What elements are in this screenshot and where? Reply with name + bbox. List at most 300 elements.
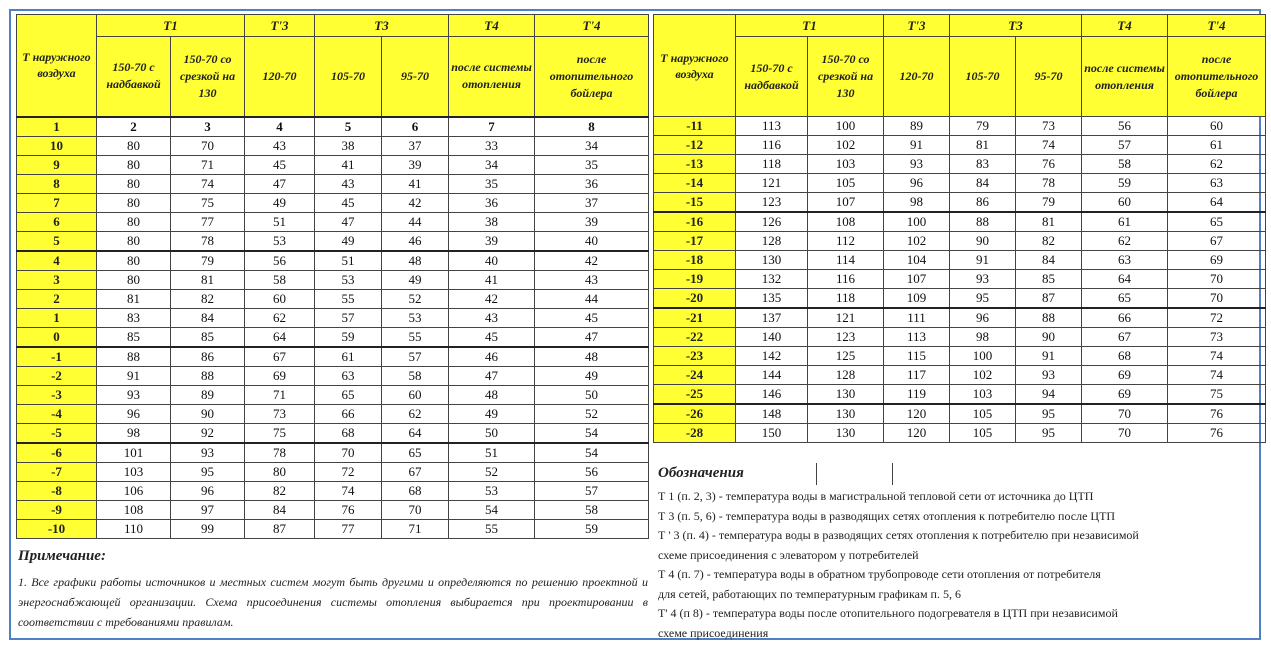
table-cell: 93 [97,385,171,404]
table-cell: 48 [535,347,649,367]
outdoor-temp-cell: 3 [17,270,97,289]
legend-line: для сетей, работающих по температурным графикам п. 5, 6 [658,586,961,601]
table-cell: 39 [382,155,449,174]
table-cell: 57 [535,481,649,500]
table-cell: 93 [950,270,1016,289]
header-t4prime: Т'4 [535,15,649,37]
header-t3prime: Т'3 [884,15,950,37]
column-number: 7 [449,117,535,137]
table-cell: 128 [736,232,808,251]
column-number: 2 [97,117,171,137]
table-cell: 53 [245,231,315,251]
table-cell: 109 [884,289,950,309]
outdoor-temp-cell: -13 [654,155,736,174]
table-cell: 90 [171,404,245,423]
table-cell: 86 [171,347,245,367]
table-cell: 98 [884,193,950,213]
header-105-70: 105-70 [315,37,382,117]
table-cell: 33 [449,136,535,155]
table-cell: 48 [382,251,449,271]
outdoor-temp-cell: -1 [17,347,97,367]
header-105-70: 105-70 [950,37,1016,117]
table-cell: 80 [97,251,171,271]
table-cell: 70 [1168,270,1266,289]
table-cell: 48 [449,385,535,404]
table-cell: 99 [171,519,245,538]
outdoor-temp-cell: -17 [654,232,736,251]
table-cell: 95 [1016,424,1082,443]
outdoor-temp-cell: -5 [17,423,97,443]
table-cell: 36 [535,174,649,193]
table-cell: 102 [950,366,1016,385]
header-150-70: 150-70 с надбавкой [736,37,808,117]
table-cell: 130 [808,424,884,443]
table-cell: 104 [884,251,950,270]
table-cell: 47 [449,366,535,385]
legend-line: схеме присоединения с элеватором у потребителей [658,547,919,562]
table-cell: 51 [449,443,535,463]
right-panel [653,14,1271,640]
table-cell: 80 [97,231,171,251]
outdoor-temp-cell: 7 [17,193,97,212]
table-cell: 82 [171,289,245,308]
header-t-air: Т наружного воздуха [17,15,97,117]
table-cell: 119 [884,385,950,405]
table-cell: 44 [382,212,449,231]
table-row [654,347,1266,366]
table-cell: 49 [245,193,315,212]
table-cell: 120 [884,424,950,443]
legend-line: Т ' 3 (п. 4) - температура воды в разводящих сетях отопления к потребителю при независимой [658,528,1139,542]
table-cell: 77 [171,212,245,231]
table-cell: 83 [950,155,1016,174]
table-cell: 61 [1168,136,1266,155]
table-cell: 35 [535,155,649,174]
table-cell: 45 [315,193,382,212]
table-cell: 74 [1016,136,1082,155]
table-cell: 111 [884,308,950,328]
table-cell: 146 [736,385,808,405]
table-cell: 130 [736,251,808,270]
outdoor-temp-cell: -9 [17,500,97,519]
table-cell: 71 [382,519,449,538]
table-cell: 63 [1168,174,1266,193]
table-cell: 66 [1082,308,1168,328]
table-cell: 57 [315,308,382,327]
table-cell: 64 [382,423,449,443]
table-cell: 55 [315,289,382,308]
table-cell: 58 [245,270,315,289]
table-cell: 67 [1168,232,1266,251]
outdoor-temp-cell: 9 [17,155,97,174]
table-cell: 59 [1082,174,1168,193]
table-cell: 67 [1082,328,1168,347]
column-number: 4 [245,117,315,137]
table-cell: 67 [382,462,449,481]
table-row [654,251,1266,270]
table-cell: 70 [1082,424,1168,443]
table-cell: 55 [382,327,449,347]
table-cell: 108 [97,500,171,519]
table-row [654,385,1266,405]
table-cell: 93 [171,443,245,463]
table-cell: 62 [1082,232,1168,251]
table-cell: 81 [171,270,245,289]
outdoor-temp-cell: -4 [17,404,97,423]
outdoor-temp-cell: -10 [17,519,97,538]
table-cell: 96 [171,481,245,500]
table-cell: 85 [1016,270,1082,289]
outdoor-temp-cell: 0 [17,327,97,347]
outdoor-temp-cell: -2 [17,366,97,385]
table-cell: 54 [535,443,649,463]
table-cell: 49 [382,270,449,289]
column-number: 6 [382,117,449,137]
outdoor-temp-cell: 1 [17,308,97,327]
table-row [654,424,1266,443]
table-cell: 53 [449,481,535,500]
table-cell: 53 [315,270,382,289]
table-cell: 53 [382,308,449,327]
table-cell: 64 [1082,270,1168,289]
note-text: 1. Все графики работы источников и местных систем могут быть другими и определяются по решению проектной и энергоснабжающей организации. Схема присоединения системы отопления выбирается при проектировании в соответствии с требованиями правилам. [18,575,648,629]
table-cell: 83 [97,308,171,327]
table-cell: 72 [315,462,382,481]
table-row [17,366,649,385]
table-cell: 80 [97,136,171,155]
table-cell: 63 [315,366,382,385]
outdoor-temp-cell: -26 [654,404,736,424]
table-cell: 68 [382,481,449,500]
table-cell: 96 [97,404,171,423]
table-row [654,212,1266,232]
header-t3prime: Т'3 [245,15,315,37]
table-cell: 91 [950,251,1016,270]
table-cell: 38 [449,212,535,231]
table-cell: 84 [1016,251,1082,270]
table-cell: 71 [245,385,315,404]
outdoor-temp-cell: -15 [654,193,736,213]
outdoor-temp-cell: -6 [17,443,97,463]
table-cell: 71 [171,155,245,174]
table-cell: 88 [950,212,1016,232]
header-t3: Т3 [315,15,449,37]
table-cell: 103 [808,155,884,174]
table-cell: 50 [449,423,535,443]
table-row [654,270,1266,289]
table-cell: 56 [1082,117,1168,136]
legend-line: Т 4 (п. 7) - температура воды в обратном трубопроводе сети отопления от потребителя [658,567,1101,581]
table-cell: 56 [245,251,315,271]
outdoor-temp-cell: 2 [17,289,97,308]
table-cell: 78 [245,443,315,463]
outdoor-temp-cell: -7 [17,462,97,481]
table-cell: 75 [1168,385,1266,405]
header-t1: Т1 [97,15,245,37]
table-cell: 76 [315,500,382,519]
table-cell: 130 [808,404,884,424]
header-150-70-cut: 150-70 со срезкой на 130 [171,37,245,117]
outdoor-temp-cell: -3 [17,385,97,404]
table-cell: 98 [950,328,1016,347]
table-cell: 84 [245,500,315,519]
table-cell: 96 [884,174,950,193]
table-cell: 116 [736,136,808,155]
table-cell: 46 [382,231,449,251]
table-cell: 80 [97,193,171,212]
header-150-70-cut: 150-70 со срезкой на 130 [808,37,884,117]
table-cell: 49 [315,231,382,251]
outdoor-temp-cell: -22 [654,328,736,347]
table-cell: 40 [449,251,535,271]
header-120-70: 120-70 [884,37,950,117]
header-95-70: 95-70 [1016,37,1082,117]
table-cell: 43 [245,136,315,155]
table-row [17,212,649,231]
table-cell: 79 [171,251,245,271]
table-cell: 46 [449,347,535,367]
table-cell: 45 [449,327,535,347]
table-cell: 100 [808,117,884,136]
table-cell: 70 [1082,404,1168,424]
table-cell: 74 [171,174,245,193]
table-cell: 62 [382,404,449,423]
table-cell: 107 [884,270,950,289]
table-row [17,347,649,367]
table-cell: 88 [1016,308,1082,328]
table-row [17,174,649,193]
table-cell: 70 [382,500,449,519]
table-row [17,193,649,212]
table-cell: 87 [1016,289,1082,309]
table-cell: 84 [171,308,245,327]
table-cell: 95 [171,462,245,481]
table-row [654,308,1266,328]
table-cell: 106 [97,481,171,500]
table-cell: 80 [97,270,171,289]
legend-divider [816,463,817,485]
header-150-70: 150-70 с надбавкой [97,37,171,117]
table-cell: 93 [884,155,950,174]
table-cell: 103 [950,385,1016,405]
table-cell: 110 [97,519,171,538]
column-number: 5 [315,117,382,137]
header-t3: Т3 [950,15,1082,37]
table-cell: 92 [171,423,245,443]
header-95-70: 95-70 [382,37,449,117]
table-cell: 81 [950,136,1016,155]
table-row [17,231,649,251]
table-row [17,519,649,538]
outdoor-temp-cell: -28 [654,424,736,443]
table-cell: 128 [808,366,884,385]
table-cell: 137 [736,308,808,328]
table-cell: 123 [808,328,884,347]
table-cell: 52 [382,289,449,308]
table-cell: 79 [950,117,1016,136]
legend-line: схеме присоединения [658,625,769,640]
table-cell: 59 [535,519,649,538]
table-cell: 47 [315,212,382,231]
table-cell: 86 [950,193,1016,213]
column-number-row [17,117,649,137]
table-cell: 123 [736,193,808,213]
table-cell: 45 [535,308,649,327]
note-title: Примечание: [18,548,106,564]
table-cell: 116 [808,270,884,289]
table-cell: 102 [808,136,884,155]
table-cell: 60 [382,385,449,404]
table-cell: 69 [245,366,315,385]
table-row [17,327,649,347]
table-cell: 69 [1082,366,1168,385]
outdoor-temp-cell: -14 [654,174,736,193]
table-cell: 150 [736,424,808,443]
table-row [654,193,1266,213]
table-cell: 70 [315,443,382,463]
table-cell: 61 [1082,212,1168,232]
header-t1: Т1 [736,15,884,37]
table-cell: 140 [736,328,808,347]
table-cell: 49 [535,366,649,385]
table-cell: 37 [382,136,449,155]
outdoor-temp-cell: 6 [17,212,97,231]
table-cell: 88 [171,366,245,385]
header-after-system: после системы отопления [1082,37,1168,117]
header-t4prime: Т'4 [1168,15,1266,37]
outdoor-temp-cell: -18 [654,251,736,270]
table-cell: 74 [1168,366,1266,385]
table-row [17,251,649,271]
table-row [17,404,649,423]
table-cell: 40 [535,231,649,251]
table-cell: 77 [315,519,382,538]
temperature-table-left [16,14,649,539]
table-cell: 120 [884,404,950,424]
table-row [17,500,649,519]
table-cell: 59 [315,327,382,347]
table-cell: 96 [950,308,1016,328]
legend-line: Т 1 (п. 2, 3) - температура воды в магистральной тепловой сети от источника до ЦТП [658,489,1094,503]
table-cell: 41 [382,174,449,193]
table-cell: 61 [315,347,382,367]
table-cell: 142 [736,347,808,366]
table-row [17,385,649,404]
table-cell: 47 [535,327,649,347]
table-cell: 82 [1016,232,1082,251]
table-cell: 51 [315,251,382,271]
outdoor-temp-cell: -12 [654,136,736,155]
header-120-70: 120-70 [245,37,315,117]
table-cell: 98 [97,423,171,443]
table-cell: 55 [449,519,535,538]
table-cell: 42 [382,193,449,212]
table-cell: 105 [808,174,884,193]
table-cell: 103 [97,462,171,481]
table-cell: 47 [245,174,315,193]
table-cell: 73 [1168,328,1266,347]
table-cell: 57 [1082,136,1168,155]
table-cell: 73 [245,404,315,423]
table-cell: 65 [1168,212,1266,232]
header-after-boiler: после отопительного бойлера [1168,37,1266,117]
outdoor-temp-cell: -24 [654,366,736,385]
table-cell: 118 [808,289,884,309]
table-cell: 44 [535,289,649,308]
temperature-table-right [653,14,1266,443]
table-cell: 70 [171,136,245,155]
column-number: 3 [171,117,245,137]
table-cell: 74 [1168,347,1266,366]
table-cell: 66 [315,404,382,423]
table-cell: 100 [950,347,1016,366]
table-cell: 115 [884,347,950,366]
table-cell: 114 [808,251,884,270]
table-cell: 52 [449,462,535,481]
table-cell: 37 [535,193,649,212]
table-cell: 95 [950,289,1016,309]
table-cell: 41 [315,155,382,174]
table-row [17,270,649,289]
table-cell: 68 [315,423,382,443]
table-row [654,328,1266,347]
legend-line: Т' 4 (п 8) - температура воды после отопительного подогревателя в ЦТП при независимой [658,606,1118,620]
table-cell: 117 [884,366,950,385]
table-cell: 102 [884,232,950,251]
table-cell: 94 [1016,385,1082,405]
table-cell: 121 [736,174,808,193]
outdoor-temp-cell: -11 [654,117,736,136]
table-cell: 105 [950,424,1016,443]
table-cell: 100 [884,212,950,232]
table-cell: 60 [1082,193,1168,213]
table-cell: 41 [449,270,535,289]
table-cell: 35 [449,174,535,193]
header-t4: Т4 [1082,15,1168,37]
table-cell: 34 [449,155,535,174]
table-cell: 38 [315,136,382,155]
table-cell: 75 [171,193,245,212]
table-cell: 52 [535,404,649,423]
table-cell: 148 [736,404,808,424]
table-cell: 91 [97,366,171,385]
table-cell: 93 [1016,366,1082,385]
table-row [654,289,1266,309]
table-cell: 91 [1016,347,1082,366]
table-cell: 43 [315,174,382,193]
table-cell: 87 [245,519,315,538]
table-row [654,404,1266,424]
table-cell: 72 [1168,308,1266,328]
table-cell: 112 [808,232,884,251]
column-number: 1 [17,117,97,137]
table-row [17,155,649,174]
table-cell: 43 [535,270,649,289]
table-cell: 88 [97,347,171,367]
table-cell: 62 [1168,155,1266,174]
table-row [654,366,1266,385]
table-row [654,136,1266,155]
table-row [654,174,1266,193]
left-panel [16,14,651,629]
table-cell: 42 [449,289,535,308]
table-cell: 89 [171,385,245,404]
table-cell: 39 [449,231,535,251]
table-cell: 80 [97,174,171,193]
table-cell: 73 [1016,117,1082,136]
table-cell: 82 [245,481,315,500]
table-cell: 69 [1082,385,1168,405]
